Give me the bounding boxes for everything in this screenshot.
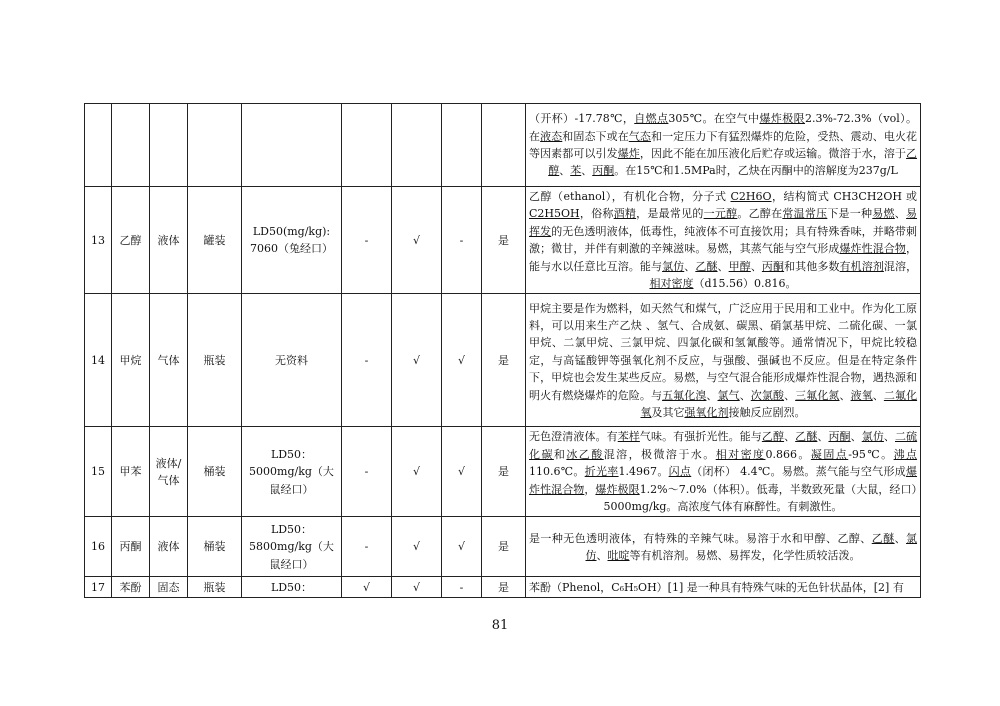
column-a-mark	[342, 104, 392, 187]
description-text: 乙醇（ethanol），有机化合物，分子式	[529, 190, 731, 203]
page-number: 81	[491, 618, 509, 633]
description-text: 苯酚（Phenol，C₆H₅OH）[1] 是一种具有特殊气味的无色针状晶体，[2] 有	[529, 580, 904, 594]
column-d-mark: 是	[482, 427, 526, 517]
description-text: 1.2%～7.0%（体积）。低毒，半数致死量（大鼠，经口）5000mg/kg。高浓度气体有麻醉性。有刺激性。	[603, 482, 918, 514]
physical-state: 固态	[150, 577, 188, 598]
linked-term[interactable]: 苯	[570, 164, 582, 178]
packaging: 桶装	[188, 517, 242, 577]
property-description	[526, 294, 921, 427]
column-c-mark: √	[442, 427, 482, 517]
linked-term[interactable]: 苯样	[617, 430, 640, 444]
linked-term[interactable]: 爆炸性混合物	[839, 242, 906, 256]
description-text: ，因此不能在加压液化后贮存或运输。微溶于水，溶于	[639, 147, 907, 160]
linked-term[interactable]: 二氟化氧	[640, 388, 918, 419]
physical-state	[150, 104, 188, 187]
linked-term[interactable]: 液态	[540, 129, 563, 143]
description-text: （d15.56）0.816。	[693, 277, 797, 291]
chemical-name: 甲苯	[112, 427, 150, 517]
linked-term[interactable]: 常温常压	[782, 207, 828, 221]
toxicity-value: LD50(mg/kg): 7060（兔经口）	[242, 187, 342, 294]
linked-term[interactable]: 乙醚	[795, 430, 818, 444]
description-text: 和固态下或在	[562, 129, 629, 143]
row-number: 17	[85, 577, 112, 598]
linked-term[interactable]: C2H5OH	[529, 207, 580, 221]
linked-term[interactable]: 乙醚	[695, 259, 718, 273]
description-text: 接触反应剧烈。	[728, 405, 806, 419]
packaging	[188, 104, 242, 187]
description-text: 、	[784, 388, 796, 402]
linked-term[interactable]: 乙醇	[548, 147, 918, 178]
property-description	[526, 187, 921, 294]
description-text: 、	[739, 388, 751, 402]
description-text: 甲烷主要是作为燃料，如天然气和煤气，广泛应用于民用和工业中。作为化工原料，可以用来生产乙炔 、氢气、合成氨、碳黑、硝氯基甲烷、二硫化碳、一氯甲烷、二氯甲烷、三氯甲烷、四氯化碳和氢氰酸等。通常情况下，甲烷比较稳定，与高锰酸钾等强氧化剂不反应，与强酸、强碱也不反应。但是在特定条件下，甲烷也会发生某些反应。易燃，与空气混合能形成爆炸性混合物，遇热源和明火有燃烧爆炸的危险。与	[529, 301, 917, 402]
property-description	[526, 517, 921, 577]
property-description	[526, 104, 921, 187]
linked-term[interactable]: 一元醇	[703, 207, 738, 221]
property-description	[526, 577, 921, 598]
toxicity-value: LD50：5800mg/kg（大鼠经口）	[242, 517, 342, 577]
packaging: 瓶装	[188, 577, 242, 598]
chemical-name: 苯酚	[112, 577, 150, 598]
linked-term[interactable]: 相对密度	[649, 277, 694, 291]
linked-term[interactable]: C2H6O	[730, 190, 772, 203]
table-row	[85, 577, 921, 598]
linked-term[interactable]: 沸点	[893, 447, 918, 461]
column-b-mark: √	[392, 427, 442, 517]
description-text: 、	[894, 531, 907, 545]
chemical-name: 甲烷	[112, 294, 150, 427]
linked-term[interactable]: 氯仿	[662, 259, 685, 273]
description-text: ，俗称	[579, 207, 614, 221]
column-d-mark: 是	[482, 294, 526, 427]
linked-term[interactable]: 乙醚	[871, 531, 895, 545]
column-b-mark: √	[392, 577, 442, 598]
description-text: 的无色透明液体，低毒性，纯液体不可直接饮用；具有特殊香味，并略带刺激；微甘，并伴有刺激的辛辣滋味。易燃，其蒸气能与空气形成	[529, 224, 918, 256]
column-b-mark: √	[392, 517, 442, 577]
description-text: 气味。有强折光性。能与	[639, 430, 762, 444]
toxicity-value: 无资料	[242, 294, 342, 427]
column-d-mark: 是	[482, 187, 526, 294]
description-text: 、	[750, 259, 762, 273]
toxicity-value: LD50：	[242, 577, 342, 598]
linked-term[interactable]: 凝固点	[810, 447, 849, 461]
description-text: 混溶，极微溶于水。	[603, 447, 716, 461]
description-text: 110.6℃。	[529, 465, 585, 479]
linked-term[interactable]: 氯仿	[585, 531, 918, 562]
linked-term[interactable]: 爆炸极限	[595, 482, 640, 496]
physical-state: 液体/气体	[150, 427, 188, 517]
column-b-mark: √	[392, 187, 442, 294]
column-a-mark: -	[342, 427, 392, 517]
packaging: 瓶装	[188, 294, 242, 427]
description-text: 、	[684, 259, 696, 273]
linked-term[interactable]: 折光率	[584, 465, 619, 479]
linked-term[interactable]: 冰乙酸	[566, 447, 604, 461]
description-text: 0.866。	[765, 447, 811, 461]
row-number: 13	[85, 187, 112, 294]
row-number: 16	[85, 517, 112, 577]
linked-term[interactable]: 易挥发	[529, 207, 918, 238]
linked-term[interactable]: 二硫化碳	[529, 430, 918, 461]
column-a-mark: -	[342, 187, 392, 294]
row-number: 15	[85, 427, 112, 517]
chemical-name: 乙醇	[112, 187, 150, 294]
linked-term[interactable]: 丙酮	[828, 430, 851, 444]
description-text: 和一定压力下有猛烈爆炸的危险，受热、震动、电火花等因素都可以引发	[529, 129, 918, 160]
linked-term[interactable]: 吡啶	[607, 548, 630, 562]
column-c-mark: -	[442, 577, 482, 598]
linked-term[interactable]: 爆炸	[617, 147, 640, 160]
description-text: ，能与水以任意比互溶。能与	[529, 242, 917, 273]
description-text: 2.3%-72.3%（vol）。在	[529, 112, 918, 143]
description-text: 。乙醇在	[737, 207, 783, 221]
linked-term[interactable]: 相对密度	[715, 447, 766, 461]
column-c-mark: √	[442, 294, 482, 427]
linked-term[interactable]: 自燃点	[634, 112, 669, 126]
description-text: 和其他多数	[784, 259, 840, 273]
chemical-name: 丙酮	[112, 517, 150, 577]
description-text: 、	[817, 430, 829, 444]
linked-term[interactable]: 易燃	[872, 207, 895, 221]
description-text: 及其它	[651, 405, 685, 419]
chemical-name	[112, 104, 150, 187]
table-row	[85, 104, 921, 187]
linked-term[interactable]: 闪点	[668, 465, 692, 479]
column-d-mark: 是	[482, 577, 526, 598]
description-text: ，是最常见的	[636, 207, 704, 221]
column-a-mark: -	[342, 517, 392, 577]
linked-term[interactable]: 酒精	[613, 207, 637, 221]
column-a-mark: -	[342, 294, 392, 427]
linked-term[interactable]: 强氧化剂	[684, 405, 729, 419]
linked-term[interactable]: 氯仿	[861, 430, 884, 444]
toxicity-value: LD50：5000mg/kg（大鼠经口）	[242, 427, 342, 517]
linked-term[interactable]: 氯气	[717, 388, 740, 402]
table-row	[85, 517, 921, 577]
table-row	[85, 427, 921, 517]
column-c-mark: -	[442, 187, 482, 294]
description-text: -95℃。	[848, 447, 894, 461]
property-description	[526, 427, 921, 517]
description-text: 、	[559, 164, 571, 178]
physical-state: 气体	[150, 294, 188, 427]
chemical-table	[84, 103, 921, 598]
column-d-mark: 是	[482, 517, 526, 577]
description-text: 混溶，	[883, 259, 918, 273]
column-c-mark: √	[442, 517, 482, 577]
description-text: 、	[839, 388, 851, 402]
physical-state: 液体	[150, 517, 188, 577]
column-b-mark: √	[392, 294, 442, 427]
linked-term[interactable]: 有机溶剂	[839, 259, 884, 273]
toxicity-value	[242, 104, 342, 187]
column-b-mark	[392, 104, 442, 187]
description-text: 和	[553, 447, 567, 461]
linked-term[interactable]: 爆炸性混合物	[529, 465, 918, 496]
description-text: 。在15℃和1.5MPa时，乙炔在丙酮中的溶解度为237g/L	[614, 164, 898, 178]
physical-state: 液体	[150, 187, 188, 294]
linked-term[interactable]: 丙酮	[592, 164, 615, 178]
linked-term[interactable]: 液氧	[850, 388, 873, 402]
table-row	[85, 294, 921, 427]
linked-term[interactable]: 次氯酸	[750, 388, 785, 402]
row-number	[85, 104, 112, 187]
description-text: 、	[581, 164, 593, 178]
description-text: 无色澄清液体。有	[529, 430, 618, 444]
column-d-mark	[482, 104, 526, 187]
description-text: 等有机溶剂。易燃、易挥发，化学性质较活泼。	[629, 548, 861, 562]
packaging: 桶装	[188, 427, 242, 517]
description-text: （闭杯） 4.4℃。易燃。蒸气能与空气形成	[691, 465, 907, 479]
linked-term[interactable]: 甲醇	[728, 259, 751, 273]
description-text: 下是一种	[827, 207, 873, 221]
description-text: （开杯）-17.78℃，	[529, 112, 635, 126]
linked-term[interactable]: 乙醇	[761, 430, 785, 444]
description-text: 、	[706, 388, 718, 402]
description-text: 、	[883, 430, 896, 444]
description-text: 、	[717, 259, 729, 273]
description-text: 是一种无色透明液体，有特殊的辛辣气味。易溶于水和甲醇、乙醇、	[529, 531, 872, 545]
linked-term[interactable]: 气态	[628, 129, 651, 143]
description-text: 、	[894, 207, 907, 221]
linked-term[interactable]: 爆炸极限	[759, 112, 805, 126]
description-text: 、	[596, 548, 608, 562]
description-text: 、	[784, 430, 796, 444]
table-row	[85, 187, 921, 294]
description-text: 、	[850, 430, 862, 444]
packaging: 罐装	[188, 187, 242, 294]
linked-term[interactable]: 丙酮	[761, 259, 785, 273]
linked-term[interactable]: 五氟化溴	[662, 388, 707, 402]
row-number: 14	[85, 294, 112, 427]
column-a-mark: √	[342, 577, 392, 598]
description-text: 1.4967。	[618, 465, 669, 479]
description-text: ，结构简式 CH3CH2OH 或	[771, 190, 917, 203]
description-text: 、	[872, 388, 884, 402]
column-c-mark	[442, 104, 482, 187]
description-text: ，	[584, 482, 596, 496]
description-text: 305℃。在空气中	[668, 112, 760, 126]
linked-term[interactable]: 三氟化氮	[795, 388, 840, 402]
